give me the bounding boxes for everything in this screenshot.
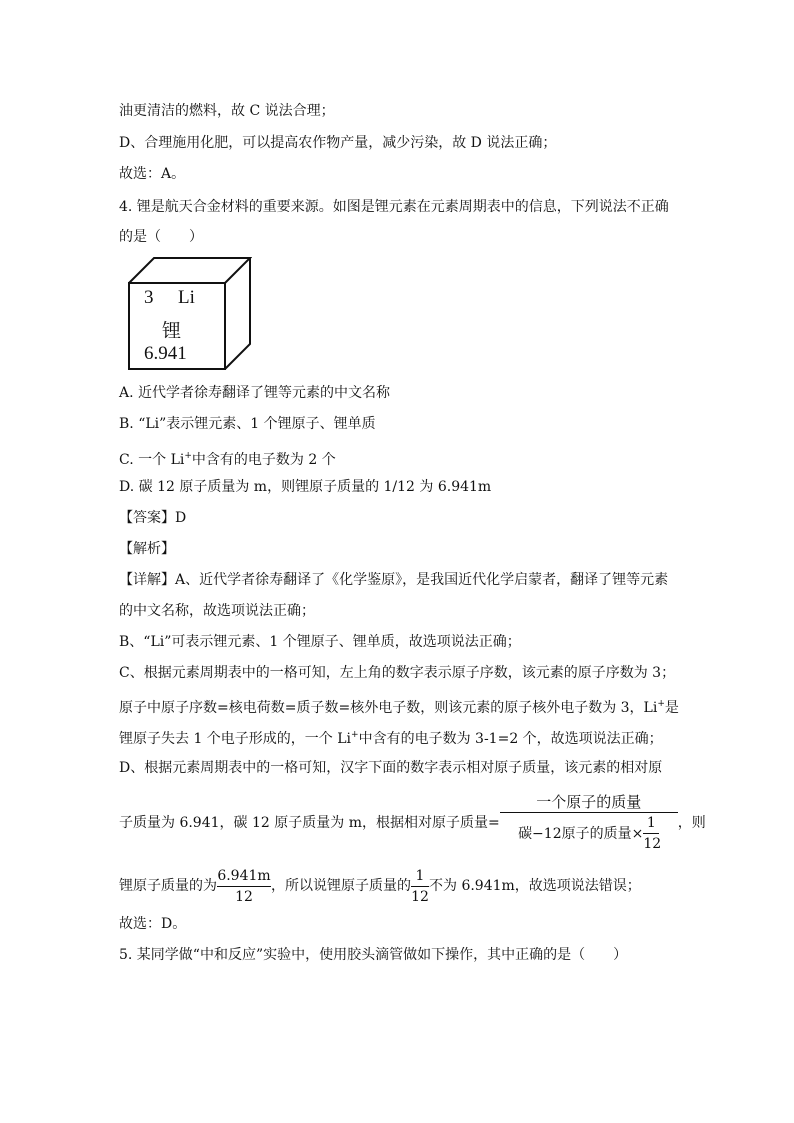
mass-fraction xyxy=(217,867,271,906)
fraction-denominator xyxy=(500,814,678,854)
mass-fraction-bar xyxy=(217,886,271,887)
detail-line-9 xyxy=(119,866,641,906)
option-a: A. 近代学者徐寿翻译了锂等元素的中文名称 xyxy=(119,385,391,401)
line-3: 故选：A。 xyxy=(119,166,186,182)
detail-line-8-text: 子质量为 6.941，碳 12 原子质量为 m，根据相对原子质量= xyxy=(119,815,500,831)
detail-line-4: C、根据元素周期表中的一格可知，左上角的数字表示原子序数，该元素的原子序数为 3； xyxy=(119,665,676,681)
line-1: 油更清洁的燃料，故 C 说法合理； xyxy=(119,103,335,119)
atomic-number: 3 xyxy=(144,287,154,308)
detail-line-5-text: 原子中原子序数=核电荷数=质子数=核外电子数，则该元素的原子核外电子数为 3，Li xyxy=(119,700,658,716)
detail-line-8-end: ，则 xyxy=(677,815,706,831)
analysis-label: 【解析】 xyxy=(119,541,175,557)
plus-superscript: + xyxy=(351,730,359,740)
detail-line-6 xyxy=(119,725,663,749)
answer-label: 【答案】D xyxy=(119,510,187,526)
mass-fraction-numerator: 6.941m xyxy=(217,867,271,884)
line-2: D、合理施用化肥，可以提高农作物产量，减少污染，故 D 说法正确； xyxy=(119,135,557,151)
element-symbol: Li xyxy=(178,287,195,308)
plus-superscript: + xyxy=(657,699,665,709)
inner-numerator: 1 xyxy=(646,815,656,831)
option-c-text-end: 中含有的电子数为 2 个 xyxy=(191,452,336,468)
detail-line-8 xyxy=(119,791,706,855)
element-cell-diagram xyxy=(128,257,252,371)
one-twelfth-fraction xyxy=(643,814,662,853)
detail-line-5-end: 是 xyxy=(664,700,679,716)
twelfth-denominator: 12 xyxy=(411,888,429,905)
question-4-line-2: 的是（ ） xyxy=(119,229,203,245)
plus-superscript: + xyxy=(184,451,192,461)
inner-denominator: 12 xyxy=(643,836,662,852)
element-name: 锂 xyxy=(162,320,182,342)
option-b: B. “Li”表示锂元素、1 个锂原子、锂单质 xyxy=(119,416,376,432)
inner-fraction-bar xyxy=(643,833,659,834)
detail-line-6-end: 中含有的电子数为 3-1=2 个，故选项说法正确； xyxy=(358,731,663,747)
denominator-text: 碳−12原子的质量× xyxy=(518,825,644,842)
question-4-line-1: 4. 锂是航天合金材料的重要来源。如图是锂元素在元素周期表中的信息，下列说法不正确 xyxy=(119,199,669,215)
relative-mass-fraction xyxy=(500,793,678,854)
detail-line-3: B、“Li”可表示锂元素、1 个锂原子、锂单质，故选项说法正确； xyxy=(119,634,521,650)
option-c-text: C. 一个 Li xyxy=(119,452,185,468)
fraction-numerator: 一个原子的质量 xyxy=(536,792,642,811)
atomic-mass: 6.941 xyxy=(144,343,187,364)
detail-line-5 xyxy=(119,694,679,718)
detail-line-6-text: 锂原子失去 1 个电子形成的，一个 Li xyxy=(119,731,352,747)
twelfth-bar xyxy=(411,886,429,887)
detail-line-9-mid: ，所以说锂原子质量的 xyxy=(271,878,411,894)
detail-line-1: 【详解】A、近代学者徐寿翻译了《化学鉴原》，是我国近代化学启蒙者，翻译了锂等元素 xyxy=(119,572,669,588)
detail-line-2: 的中文名称，故选项说法正确； xyxy=(119,603,315,619)
mass-fraction-denominator: 12 xyxy=(235,888,253,905)
fraction-bar xyxy=(500,812,678,813)
twelfth-numerator: 1 xyxy=(415,867,425,884)
twelfth-fraction xyxy=(411,867,429,906)
detail-line-7: D、根据元素周期表中的一格可知，汉字下面的数字表示相对原子质量，该元素的相对原 xyxy=(119,760,663,776)
detail-line-9-text: 锂原子质量的为 xyxy=(119,878,217,894)
option-d: D. 碳 12 原子质量为 m，则锂原子质量的 1/12 为 6.941m xyxy=(119,479,492,495)
detail-line-10: 故选：D。 xyxy=(119,916,187,932)
option-c xyxy=(119,446,336,470)
question-5: 5. 某同学做“中和反应”实验中，使用胶头滴管做如下操作，其中正确的是（ ） xyxy=(119,947,628,963)
detail-line-9-end: 不为 6.941m，故选项说法错误； xyxy=(429,878,641,894)
